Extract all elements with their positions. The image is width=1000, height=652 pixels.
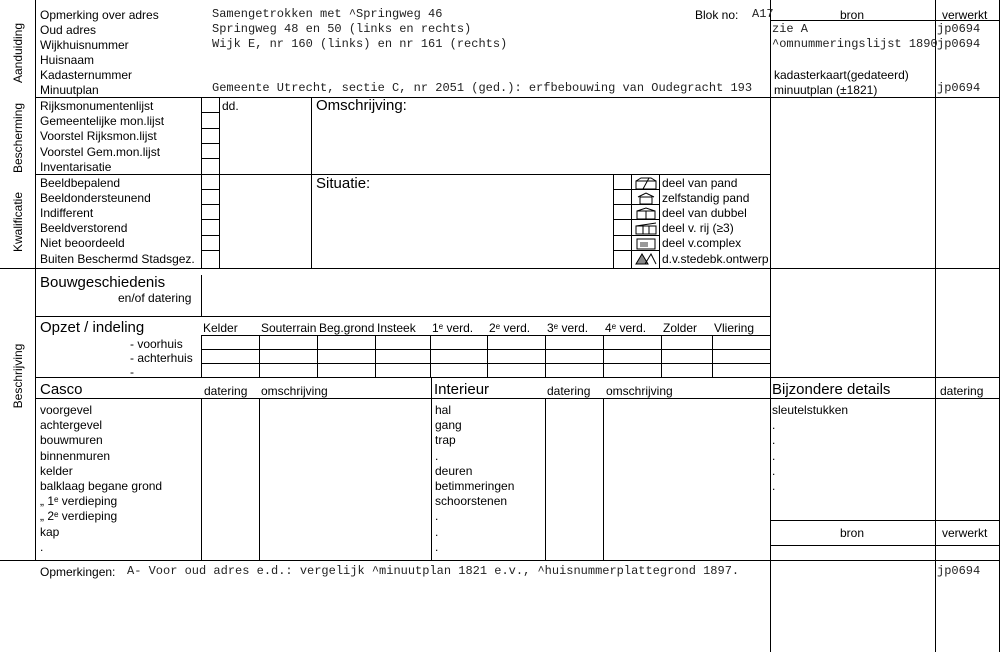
floor-header: 2ᵉ verd.	[489, 321, 531, 335]
floor-header: Beg.grond	[319, 321, 375, 335]
rule-line	[770, 335, 771, 377]
bijzondere-item: .	[772, 418, 776, 433]
label-niet-beoordeeld: Niet beoordeeld	[40, 236, 125, 250]
interieur-item: .	[435, 509, 439, 524]
rule-line	[613, 250, 659, 251]
label-opmerking-adres: Opmerking over adres	[40, 8, 159, 22]
rule-line	[712, 335, 713, 377]
omschrijving-heading: Omschrijving:	[316, 97, 407, 114]
rule-line	[0, 560, 999, 561]
label-indifferent: Indifferent	[40, 206, 94, 220]
interieur-item: .	[435, 524, 439, 539]
bron-entry: minuutplan (±1821)	[774, 83, 878, 97]
blok-label: Blok no:	[695, 8, 739, 22]
datering-sublabel: en/of datering	[118, 291, 192, 305]
situatie-option: d.v.stedebk.ontwerp	[662, 252, 769, 266]
situatie-option: deel v. rij (≥3)	[662, 221, 734, 235]
rule-line	[201, 97, 202, 268]
interieur-item: deuren	[435, 463, 473, 478]
interieur-item: hal	[435, 403, 452, 417]
opzet-heading: Opzet / indeling	[40, 319, 145, 336]
label-voorstel-gemmon: Voorstel Gem.mon.lijst	[40, 145, 161, 159]
casco-item: balklaag begane grond	[40, 479, 163, 493]
opzet-row-label: - achterhuis	[130, 351, 193, 365]
bron-header-lower: bron	[840, 526, 865, 540]
situatie-option: deel van pand	[662, 176, 738, 190]
section-aanduiding-label: Aanduiding	[11, 22, 25, 84]
label-rijksmonumentenlijst: Rijksmonumentenlijst	[40, 99, 154, 113]
label-beeldbepalend: Beeldbepalend	[40, 176, 121, 190]
bijzondere-item: .	[772, 433, 776, 448]
rule-line	[613, 235, 659, 236]
rule-line	[603, 398, 604, 560]
label-voorstel-rijksmon: Voorstel Rijksmon.lijst	[40, 129, 157, 143]
casco-item: .	[40, 539, 44, 554]
rule-line	[201, 204, 219, 205]
rule-line	[201, 363, 770, 364]
rule-line	[259, 398, 260, 560]
verwerkt-entry: jp0694	[937, 81, 981, 95]
floor-header: 1ᵉ verd.	[432, 321, 474, 335]
rule-line	[35, 316, 770, 317]
bouwgeschiedenis-heading: Bouwgeschiedenis	[40, 274, 166, 291]
rule-line	[201, 250, 219, 251]
rule-line	[201, 128, 219, 129]
bron-entry: kadasterkaart(gedateerd)	[774, 68, 909, 82]
situatie-option: deel van dubbel	[662, 206, 747, 220]
building-part-icon	[635, 177, 657, 190]
interieur-datering-header: datering	[547, 384, 591, 398]
interieur-item: .	[435, 448, 439, 463]
bijzondere-item: .	[772, 479, 776, 493]
floor-header: 3ᵉ verd.	[547, 321, 589, 335]
floor-header: Kelder	[203, 321, 238, 335]
rule-line	[545, 398, 546, 560]
rule-line	[659, 174, 660, 268]
casco-omschrijving-header: omschrijving	[261, 384, 328, 398]
opmerkingen-label: Opmerkingen:	[40, 565, 116, 579]
detached-building-icon	[635, 192, 657, 205]
casco-item: voorgevel	[40, 403, 93, 417]
verwerkt-header-lower: verwerkt	[942, 526, 988, 540]
rule-line	[311, 97, 312, 268]
bijzondere-datering-header: datering	[940, 384, 984, 398]
interieur-item: schoorstenen	[435, 494, 508, 509]
casco-item: kelder	[40, 463, 73, 478]
semi-detached-icon	[635, 207, 657, 220]
opmerkingen-text: A- Voor oud adres e.d.: vergelijk ^minuutplan 1821 e.v., ^huisnummerplattegrond 1897.	[127, 564, 740, 578]
interieur-item: gang	[435, 418, 462, 433]
interieur-item: trap	[435, 433, 456, 448]
label-gemeentelijke-monlijst: Gemeentelijke mon.lijst	[40, 114, 165, 128]
label-buiten-beschermd: Buiten Beschermd Stadsgez.	[40, 252, 195, 266]
floor-header: Vliering	[714, 321, 755, 335]
value-kadasternummer: Gemeente Utrecht, sectie C, nr 2051 (ged.): erfbebouwing van Oudegracht 193	[212, 81, 753, 95]
rule-line	[201, 335, 202, 377]
rule-line	[603, 335, 604, 377]
rule-line	[430, 335, 431, 377]
situatie-option: deel v.complex	[662, 236, 742, 250]
interieur-item: .	[435, 539, 439, 554]
floor-header: Souterrain	[261, 321, 317, 335]
complex-icon	[635, 237, 657, 250]
row-house-icon	[635, 222, 657, 235]
label-minuutplan: Minuutplan	[40, 83, 99, 97]
casco-item: „ 1ᵉ verdieping	[40, 494, 118, 509]
rule-line	[201, 235, 219, 236]
rule-line	[35, 377, 770, 378]
verwerkt-header: verwerkt	[942, 8, 988, 22]
rule-line	[201, 112, 219, 113]
rule-line	[375, 335, 376, 377]
rule-line	[219, 97, 220, 268]
casco-heading: Casco	[40, 381, 83, 398]
rule-line	[201, 398, 202, 560]
bron-header: bron	[840, 8, 865, 22]
label-kadasternummer: Kadasternummer	[40, 68, 133, 82]
rule-line	[201, 189, 219, 190]
section-bescherming-label: Bescherming	[11, 102, 25, 174]
verwerkt-entry: jp0694	[937, 22, 981, 36]
rule-line	[770, 520, 999, 521]
rule-line	[770, 545, 999, 546]
floor-header: Zolder	[663, 321, 698, 335]
value-opmerking-adres: Samengetrokken met ^Springweg 46	[212, 7, 443, 21]
interieur-item: betimmeringen	[435, 479, 515, 493]
casco-item: bouwmuren	[40, 433, 103, 448]
label-beeldverstorend: Beeldverstorend	[40, 221, 128, 235]
rule-line	[487, 335, 488, 377]
rule-line	[770, 377, 999, 378]
rule-line	[545, 335, 546, 377]
label-inventarisatie: Inventarisatie	[40, 160, 112, 174]
rule-line	[0, 268, 999, 269]
interieur-omschrijving-header: omschrijving	[606, 384, 673, 398]
rule-line	[35, 0, 36, 560]
section-kwalificatie-label: Kwalificatie	[11, 191, 25, 253]
floor-header: Insteek	[377, 321, 416, 335]
opzet-row-label: -	[130, 365, 134, 379]
label-oud-adres: Oud adres	[40, 23, 97, 37]
rule-line	[201, 143, 219, 144]
section-beschrijving-label: Beschrijving	[11, 343, 25, 409]
bron-entry: zie A	[772, 22, 809, 36]
rule-line	[201, 219, 219, 220]
label-beeldondersteunend: Beeldondersteunend	[40, 191, 151, 205]
rule-line	[259, 335, 260, 377]
dd-label: dd.	[222, 99, 239, 113]
casco-item: kap	[40, 524, 60, 539]
floor-header: 4ᵉ verd.	[605, 321, 647, 335]
value-oud-adres: Springweg 48 en 50 (links en rechts)	[212, 22, 472, 36]
bijzondere-item: sleutelstukken	[772, 403, 849, 417]
label-wijkhuisnummer: Wijkhuisnummer	[40, 38, 129, 52]
bijzondere-item: .	[772, 463, 776, 478]
bron-entry: ^omnummeringslijst 1890	[772, 37, 938, 51]
situatie-option: zelfstandig pand	[662, 191, 750, 205]
verwerkt-entry: jp0694	[937, 37, 981, 51]
situatie-heading: Situatie:	[316, 175, 371, 192]
rule-line	[317, 335, 318, 377]
casco-item: „ 2ᵉ verdieping	[40, 509, 118, 524]
bijzondere-item: .	[772, 448, 776, 463]
interieur-heading: Interieur	[434, 381, 490, 398]
label-huisnaam: Huisnaam	[40, 53, 95, 67]
casco-item: binnenmuren	[40, 448, 111, 463]
blok-value: A17	[752, 7, 774, 21]
casco-item: achtergevel	[40, 418, 103, 433]
rule-line	[661, 335, 662, 377]
opzet-row-label: - voorhuis	[130, 337, 183, 351]
rule-line	[201, 349, 770, 350]
bijzondere-heading: Bijzondere details	[772, 381, 891, 398]
value-wijkhuisnummer: Wijk E, nr 160 (links) en nr 161 (rechts)	[212, 37, 508, 51]
urban-design-icon	[635, 252, 657, 265]
casco-datering-header: datering	[204, 384, 248, 398]
rule-line	[201, 158, 219, 159]
rule-line	[201, 275, 202, 316]
opmerkingen-verwerkt: jp0694	[937, 564, 981, 578]
rule-line	[431, 377, 432, 560]
